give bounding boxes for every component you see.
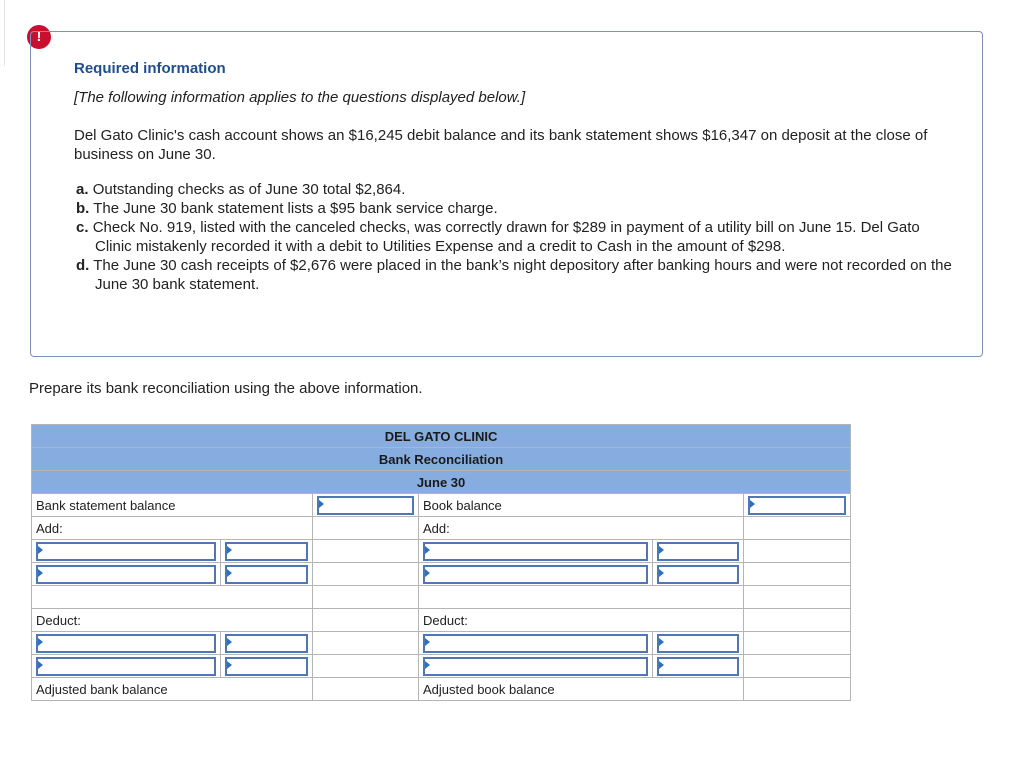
info-paragraph: Del Gato Clinic's cash account shows an $16,245 debit balance and its bank statement shows $16,347 on deposit at the close of business on June 30. <box>74 127 928 163</box>
item-text: The June 30 bank statement lists a $95 bank service charge. <box>93 200 498 217</box>
bank-add-label: Add: <box>32 517 313 540</box>
bank-reconciliation-table <box>31 424 851 701</box>
bank-add-1-item-select[interactable] <box>36 542 216 561</box>
book-add-label: Add: <box>419 517 744 540</box>
company-name: DEL GATO CLINIC <box>32 425 851 448</box>
left-edge-divider <box>0 0 5 66</box>
list-item <box>76 180 956 199</box>
bank-subtotal-label-cell <box>32 586 313 609</box>
item-letter: b. <box>76 200 90 217</box>
book-add-2-amount-input[interactable] <box>657 565 739 584</box>
book-deduct-1-amount-input[interactable] <box>657 634 739 653</box>
bank-add-2-amount-input[interactable] <box>225 565 308 584</box>
adjusted-bank-balance-label: Adjusted bank balance <box>32 678 313 701</box>
list-item <box>76 256 956 294</box>
bank-deduct-1-amount-input[interactable] <box>225 634 308 653</box>
statement-date: June 30 <box>32 471 851 494</box>
item-text: Check No. 919, listed with the canceled checks, was correctly drawn for $289 in payment of a utility bill on June 15. Del Gato Clinic mistakenly recorded it with a debit to Utilities Expense and a credit to Cash in the amount of $298. <box>92 219 920 255</box>
empty-cell <box>744 609 851 632</box>
bank-deduct-2-item-select[interactable] <box>36 657 216 676</box>
empty-cell <box>313 563 419 586</box>
book-deduct-1-item-select[interactable] <box>423 634 648 653</box>
book-deduct-1-item-cell <box>419 632 653 655</box>
book-add-2-item-cell <box>419 563 653 586</box>
book-balance-input[interactable] <box>748 496 846 515</box>
book-add-2-item-select[interactable] <box>423 565 648 584</box>
bank-deduct-2-amount-input[interactable] <box>225 657 308 676</box>
bank-deduct-1-amount-cell <box>221 632 313 655</box>
adjusted-book-balance-label: Adjusted book balance <box>419 678 744 701</box>
bank-add-2-item-select[interactable] <box>36 565 216 584</box>
bank-statement-balance-label: Bank statement balance <box>32 494 313 517</box>
empty-cell <box>744 655 851 678</box>
book-balance-cell <box>744 494 851 517</box>
empty-cell <box>744 563 851 586</box>
statement-title: Bank Reconciliation <box>32 448 851 471</box>
empty-cell <box>313 655 419 678</box>
book-add-1-item-select[interactable] <box>423 542 648 561</box>
book-deduct-2-item-cell <box>419 655 653 678</box>
bank-add-2-item-cell <box>32 563 221 586</box>
info-list <box>76 180 956 294</box>
bank-add-1-item-cell <box>32 540 221 563</box>
book-deduct-2-amount-input[interactable] <box>657 657 739 676</box>
list-item <box>76 218 956 256</box>
item-letter: c. <box>76 219 89 236</box>
empty-cell <box>313 609 419 632</box>
bank-deduct-2-amount-cell <box>221 655 313 678</box>
book-deduct-1-amount-cell <box>653 632 744 655</box>
empty-cell <box>744 540 851 563</box>
empty-cell <box>744 632 851 655</box>
book-balance-label: Book balance <box>419 494 744 517</box>
adjusted-bank-balance-cell <box>313 678 419 701</box>
book-subtotal-label-cell <box>419 586 744 609</box>
list-item <box>76 199 956 218</box>
book-deduct-2-amount-cell <box>653 655 744 678</box>
book-add-1-amount-input[interactable] <box>657 542 739 561</box>
book-add-2-amount-cell <box>653 563 744 586</box>
empty-cell <box>744 517 851 540</box>
exclamation-icon: ! <box>27 25 51 49</box>
book-deduct-2-item-select[interactable] <box>423 657 648 676</box>
book-add-1-amount-cell <box>653 540 744 563</box>
bank-add-1-amount-input[interactable] <box>225 542 308 561</box>
bank-balance-input[interactable] <box>317 496 414 515</box>
empty-cell <box>313 517 419 540</box>
info-subtitle: [The following information applies to the questions displayed below.] <box>74 89 526 106</box>
bank-subtotal-cell <box>313 586 419 609</box>
item-text: Outstanding checks as of June 30 total $2,864. <box>92 181 406 198</box>
book-subtotal-cell <box>744 586 851 609</box>
bank-add-1-amount-cell <box>221 540 313 563</box>
book-deduct-label: Deduct: <box>419 609 744 632</box>
bank-deduct-1-item-select[interactable] <box>36 634 216 653</box>
info-title: Required information <box>74 60 226 77</box>
book-add-1-item-cell <box>419 540 653 563</box>
item-text: The June 30 cash receipts of $2,676 were placed in the bank’s night depository after banking hours and were not recorded on the June 30 bank statement. <box>93 257 952 293</box>
bank-deduct-1-item-cell <box>32 632 221 655</box>
bank-add-2-amount-cell <box>221 563 313 586</box>
item-letter: a. <box>76 181 89 198</box>
bank-deduct-2-item-cell <box>32 655 221 678</box>
question-prompt: Prepare its bank reconciliation using the above information. <box>29 380 423 397</box>
adjusted-book-balance-cell <box>744 678 851 701</box>
empty-cell <box>313 540 419 563</box>
bank-deduct-label: Deduct: <box>32 609 313 632</box>
bank-balance-cell <box>313 494 419 517</box>
empty-cell <box>313 632 419 655</box>
item-letter: d. <box>76 257 90 274</box>
